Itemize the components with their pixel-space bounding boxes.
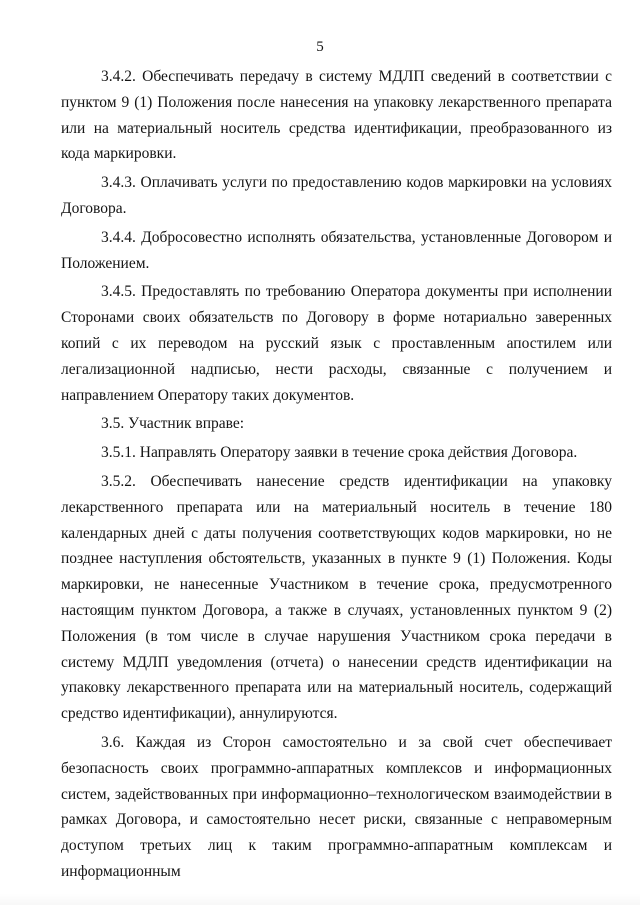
paragraph-3-4-5: 3.4.5. Предоставлять по требованию Оператора документы при исполнении Сторонами своих обязательств по Договору в форме нотариально заверенных копий с их переводом на русский язык с проставленным апостилем или легализационной надписью, нести расходы, связанные с получением и направлением Оператору таких документов. [61, 283, 612, 404]
paragraph-3-4-3: 3.4.3. Оплачивать услуги по предоставлению кодов маркировки на условиях Договора. [61, 174, 612, 217]
paragraph-3-5: 3.5. Участник вправе: [101, 415, 245, 433]
document-body [61, 64, 612, 885]
page-number: 5 [316, 39, 324, 55]
paragraph-3-6: 3.6. Каждая из Сторон самостоятельно и за свой счет обеспечивает безопасность своих программно-аппаратных комплексов и информационных систем, задействованных при информационно–технологическом взаимодействии в рамках Договора, и самостоятельно несет риски, связанные с неправомерным доступом третьих лиц к таким программно-аппаратным комплексам и информационным [61, 733, 612, 880]
paragraph-3-4-2: 3.4.2. Обеспечивать передачу в систему МДЛП сведений в соответствии с пунктом 9 (1) Положения после нанесения на упаковку лекарственного препарата или на материальный носитель средства идентификации, преобразованного из кода маркировки. [61, 68, 612, 163]
paragraph-3-5-1: 3.5.1. Направлять Оператору заявки в течение срока действия Договора. [101, 444, 578, 462]
paragraph-3-4-4: 3.4.4. Добросовестно исполнять обязательства, установленные Договором и Положением. [61, 228, 612, 272]
page-bottom-edge [0, 893, 640, 905]
paragraph-3-5-2: 3.5.2. Обеспечивать нанесение средств идентификации на упаковку лекарственного препарата или на материальный носитель в течение 180 календарных дней с даты получения соответствующих кодов маркировки, но не позднее наступления обстоятельств, указанных в пункте 9 (1) Положения. Коды маркировки, не нанесенные Участником в течение срока, предусмотренного настоящим пунктом Договора, а также в случаях, установленных пунктом 9 (2) Положения (в том числе в случае нарушения Участником срока передачи в систему МДЛП уведомления (отчета) о нанесении средств идентификации на упаковку лекарственного препарата или на материальный носитель, содержащий средство идентификации), аннулируются. [61, 472, 612, 723]
